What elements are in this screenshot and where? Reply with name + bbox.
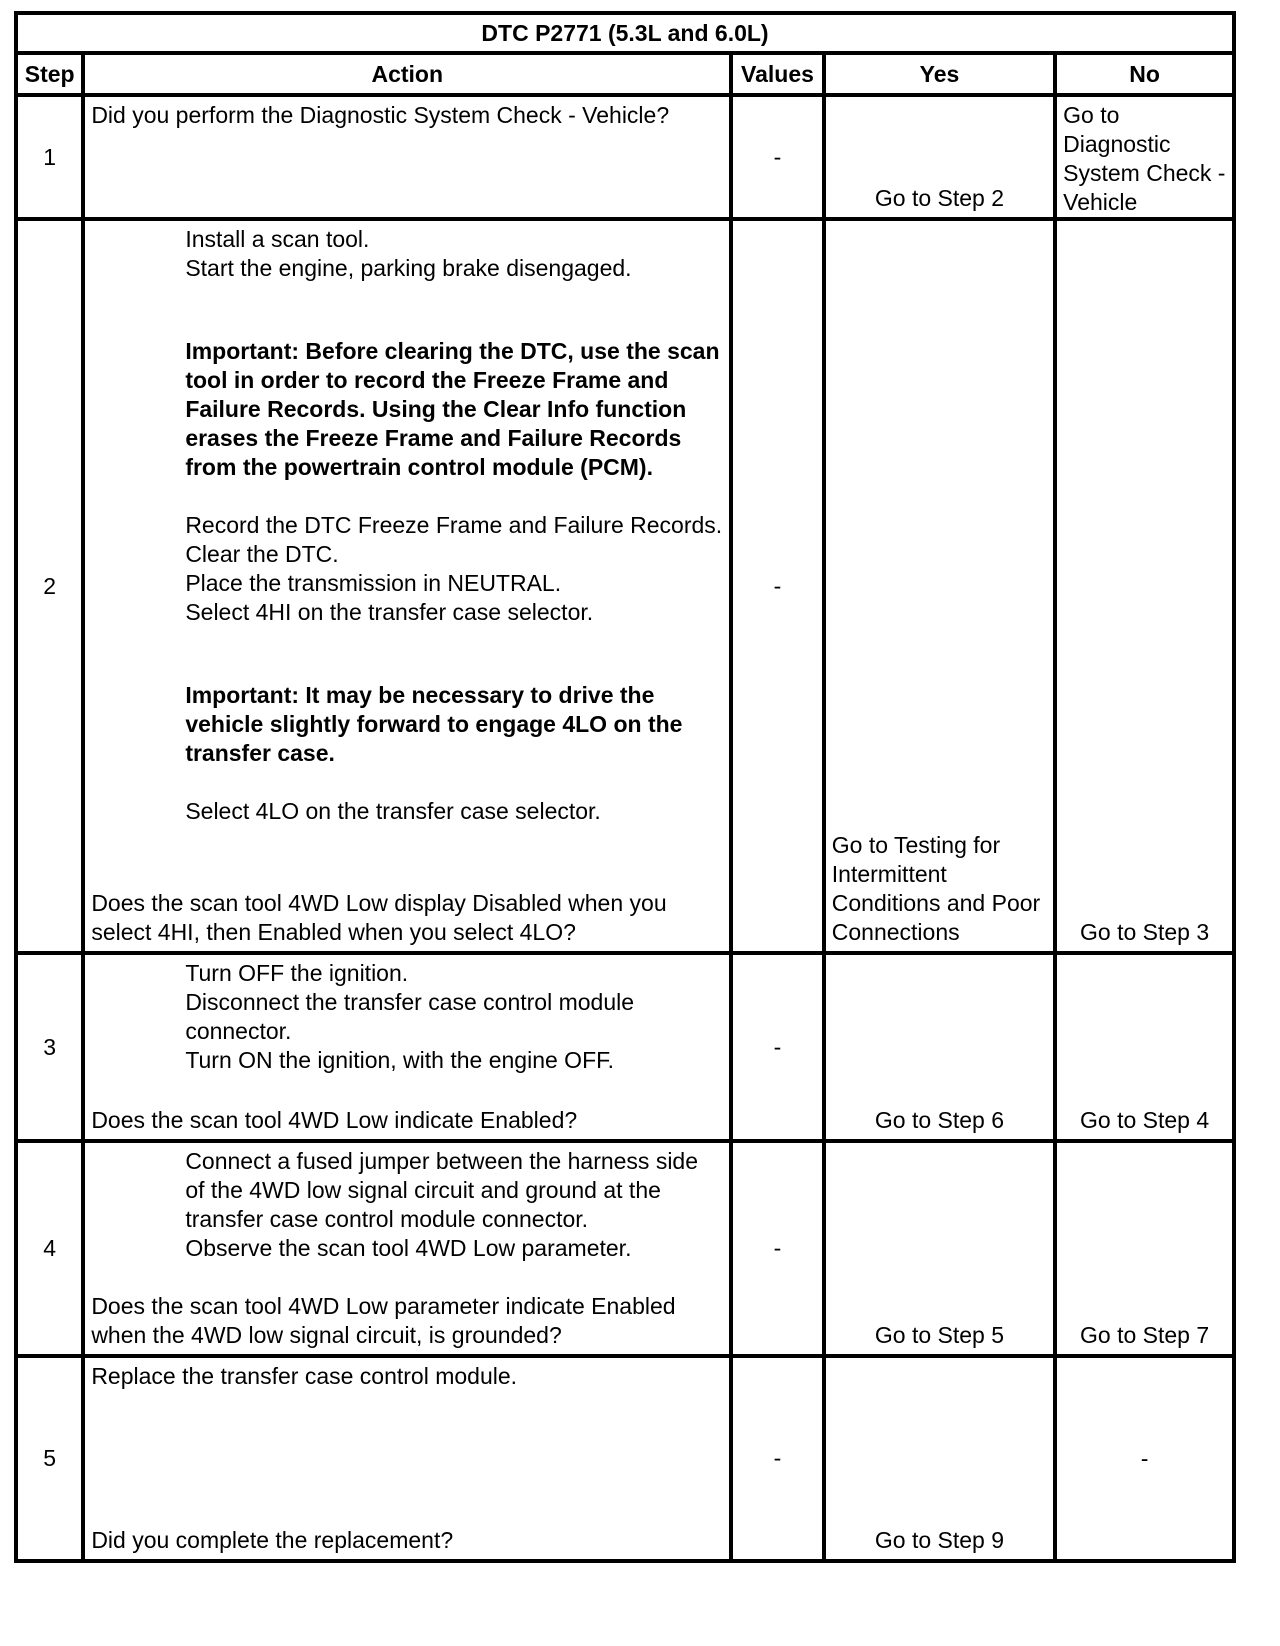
header-step: Step [16,53,83,95]
no-cell [1055,1141,1234,1356]
action-line: Disconnect the transfer case control module connector. [185,989,635,1044]
important-note: Important: Before clearing the DTC, use the scan tool in order to record the Freeze Frame and Failure Records. Using the Clear Info function erases the Freeze Frame and Failure Records from the powertrain control module (PCM). [185,338,720,480]
no-cell [1055,219,1234,953]
step-number: 5 [16,1356,83,1561]
action-line: Place the transmission in NEUTRAL. [185,570,562,596]
title-row [16,13,1234,53]
action-line: Select 4LO on the transfer case selector. [185,798,601,824]
no-cell [1055,1356,1234,1561]
action-question: Did you complete the replacement? [91,1527,454,1553]
yes-cell [824,953,1055,1141]
action-line: Turn OFF the ignition. [185,960,409,986]
table-row [16,219,1234,953]
step-number: 1 [16,95,83,219]
values-cell: - [731,1141,824,1356]
no-link[interactable]: Go to Step 3 [1080,919,1210,945]
action-line: Replace the transfer case control module. [91,1363,518,1389]
action-line: Observe the scan tool 4WD Low parameter. [185,1235,632,1261]
action-question: Does the scan tool 4WD Low parameter indicate Enabled when the 4WD low signal circuit, is grounded? [91,1293,676,1348]
action-line: Install a scan tool. [185,226,370,252]
action-question: Did you perform the Diagnostic System Check - Vehicle? [91,102,670,128]
action-cell [83,953,731,1141]
values-cell: - [731,953,824,1141]
yes-cell [824,219,1055,953]
table-row [16,1141,1234,1356]
values-cell: - [731,95,824,219]
values-cell: - [731,1356,824,1561]
action-line: Start the engine, parking brake disengaged. [185,255,632,281]
header-row [16,53,1234,95]
action-question: Does the scan tool 4WD Low indicate Enabled? [91,1107,578,1133]
yes-link[interactable]: Go to Step 5 [874,1322,1005,1348]
step-number: 2 [16,219,83,953]
table-title: DTC P2771 (5.3L and 6.0L) [16,13,1234,53]
yes-cell [824,95,1055,219]
no-value: - [1140,1445,1149,1471]
header-yes: Yes [824,53,1055,95]
no-link[interactable]: Go to Step 7 [1080,1322,1210,1348]
table-row [16,953,1234,1141]
action-line: Record the DTC Freeze Frame and Failure Records. [185,512,723,538]
action-line: Connect a fused jumper between the harness side of the 4WD low signal circuit and ground at the transfer case control module connector. [185,1148,699,1232]
important-note: Important: It may be necessary to drive the vehicle slightly forward to engage 4LO on the transfer case. [185,682,683,766]
action-line: Select 4HI on the transfer case selector. [185,599,594,625]
yes-cell [824,1141,1055,1356]
header-values: Values [731,53,824,95]
action-steps [85,955,729,1075]
action-steps [85,221,729,826]
no-cell [1055,95,1234,219]
action-cell [83,1141,731,1356]
header-no: No [1055,53,1234,95]
no-link[interactable]: Go to Step 4 [1080,1107,1210,1133]
yes-cell [824,1356,1055,1561]
step-number: 4 [16,1141,83,1356]
action-cell [83,1356,731,1561]
yes-link[interactable]: Go to Step 2 [874,185,1005,211]
table-row [16,95,1234,219]
table-row [16,1356,1234,1561]
no-link[interactable]: Go to Diagnostic System Check - Vehicle [1063,102,1226,215]
step-number: 3 [16,953,83,1141]
dtc-table [14,11,1236,1563]
yes-link[interactable]: Go to Step 6 [874,1107,1005,1133]
no-cell [1055,953,1234,1141]
header-action: Action [83,53,731,95]
action-cell [83,95,731,219]
action-line: Clear the DTC. [185,541,339,567]
action-cell [83,219,731,953]
action-question: Does the scan tool 4WD Low display Disabled when you select 4HI, then Enabled when you select 4LO? [91,890,667,945]
values-cell: - [731,219,824,953]
action-line: Turn ON the ignition, with the engine OFF. [185,1047,615,1073]
action-steps [85,1143,729,1263]
yes-link[interactable]: Go to Testing for Intermittent Conditions and Poor Connections [831,832,1041,945]
yes-link[interactable]: Go to Step 9 [874,1527,1005,1553]
